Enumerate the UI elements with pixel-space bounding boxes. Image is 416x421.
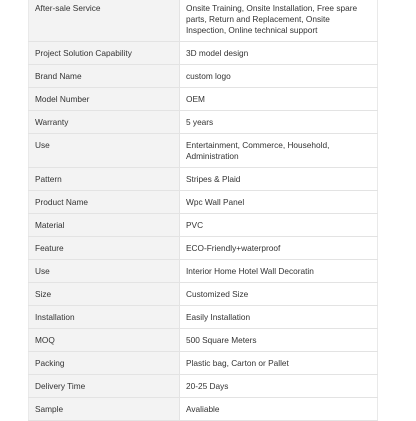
spec-value: 5 years xyxy=(180,111,378,134)
spec-key: Delivery Time xyxy=(29,375,180,398)
spec-key: Project Solution Capability xyxy=(29,42,180,65)
spec-value: Plastic bag, Carton or Pallet xyxy=(180,352,378,375)
spec-value: Onsite Training, Onsite Installation, Free spare parts, Return and Replacement, Onsite Inspection, Online technical support xyxy=(180,0,378,42)
spec-key: Feature xyxy=(29,237,180,260)
spec-key: After-sale Service xyxy=(29,0,180,42)
table-row xyxy=(29,329,378,352)
spec-value: Wpc Wall Panel xyxy=(180,191,378,214)
spec-key: Sample xyxy=(29,398,180,421)
table-row xyxy=(29,0,378,42)
table-row xyxy=(29,111,378,134)
spec-key: Material xyxy=(29,214,180,237)
spec-key: MOQ xyxy=(29,329,180,352)
table-row xyxy=(29,134,378,168)
table-row xyxy=(29,237,378,260)
spec-key: Installation xyxy=(29,306,180,329)
spec-value: Easily Installation xyxy=(180,306,378,329)
table-row xyxy=(29,42,378,65)
table-row xyxy=(29,191,378,214)
spec-key: Pattern xyxy=(29,168,180,191)
table-row xyxy=(29,65,378,88)
spec-key: Warranty xyxy=(29,111,180,134)
spec-value: Interior Home Hotel Wall Decoratin xyxy=(180,260,378,283)
spec-value: 20-25 Days xyxy=(180,375,378,398)
spec-value: OEM xyxy=(180,88,378,111)
spec-value: ECO-Friendly+waterproof xyxy=(180,237,378,260)
spec-value: custom logo xyxy=(180,65,378,88)
table-row xyxy=(29,375,378,398)
spec-key: Model Number xyxy=(29,88,180,111)
spec-key: Packing xyxy=(29,352,180,375)
spec-value: 500 Square Meters xyxy=(180,329,378,352)
table-row xyxy=(29,214,378,237)
product-spec-table xyxy=(28,0,378,421)
table-row xyxy=(29,398,378,421)
table-row xyxy=(29,306,378,329)
table-row xyxy=(29,260,378,283)
spec-key: Use xyxy=(29,134,180,168)
spec-value: Avaliable xyxy=(180,398,378,421)
spec-value: Stripes & Plaid xyxy=(180,168,378,191)
spec-value: 3D model design xyxy=(180,42,378,65)
spec-value: Entertainment, Commerce, Household, Administration xyxy=(180,134,378,168)
table-row xyxy=(29,168,378,191)
spec-value: Customized Size xyxy=(180,283,378,306)
spec-key: Size xyxy=(29,283,180,306)
table-row xyxy=(29,88,378,111)
table-row xyxy=(29,352,378,375)
spec-key: Brand Name xyxy=(29,65,180,88)
spec-key: Product Name xyxy=(29,191,180,214)
spec-key: Use xyxy=(29,260,180,283)
table-row xyxy=(29,283,378,306)
spec-value: PVC xyxy=(180,214,378,237)
